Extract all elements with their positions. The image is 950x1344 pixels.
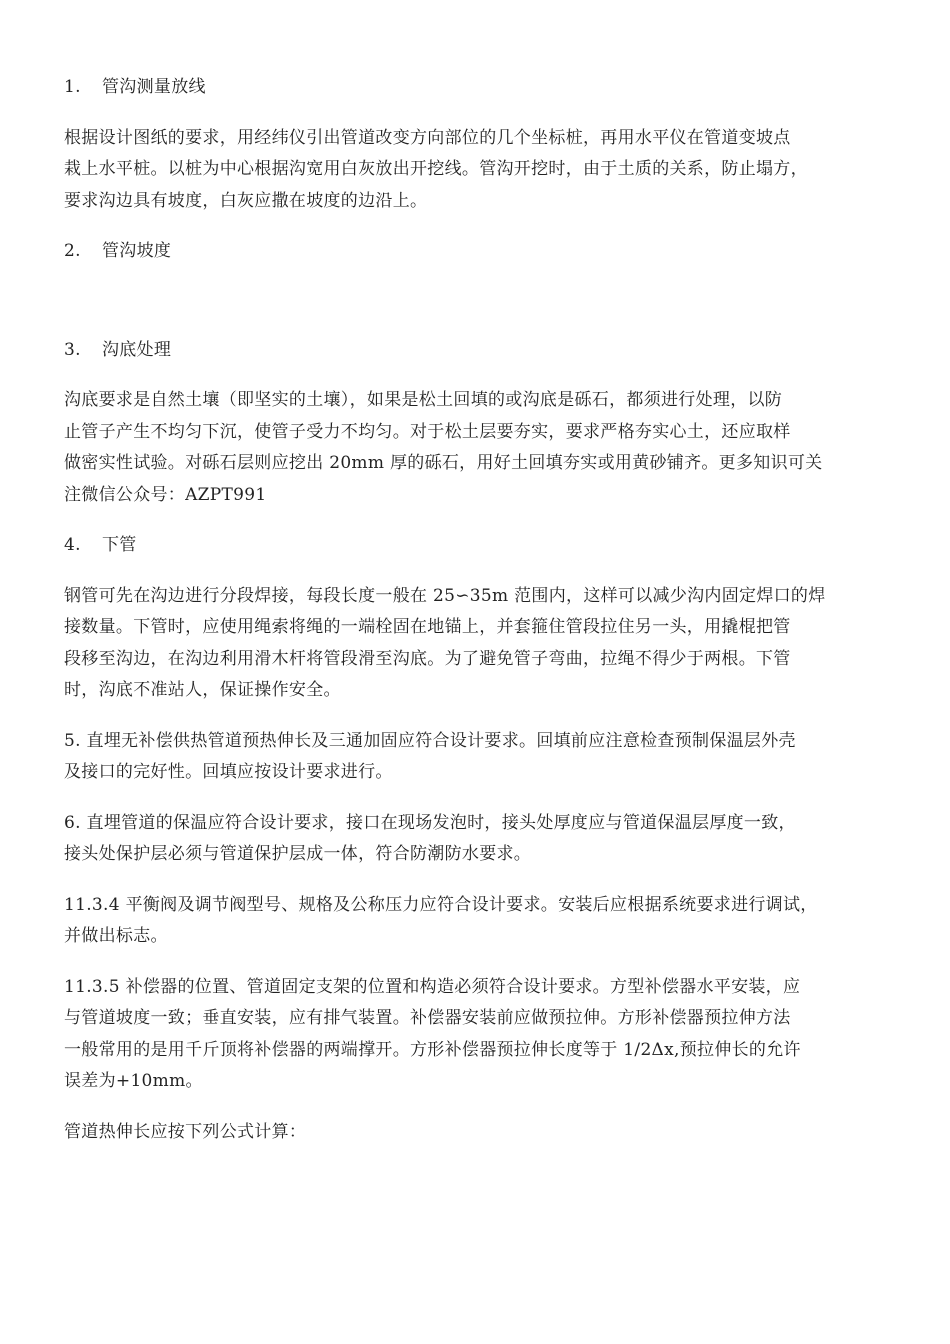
paragraph-line: 误差为+10mm。 [64,1071,203,1091]
heading-text: 沟底处理 [102,339,172,360]
paragraph-4 [64,581,894,707]
paragraph-formula-intro [64,1117,894,1149]
section-heading-3 [64,335,894,367]
heading-number: 3. [64,339,81,360]
paragraph-5 [64,726,894,789]
paragraph-line: 6. 直埋管道的保温应符合设计要求，接口在现场发泡时，接头处厚度应与管道保温层厚度一致， [64,812,796,833]
section-heading-4 [64,530,894,562]
section-heading-2 [64,236,894,268]
heading-number: 4. [64,535,81,555]
paragraph-line: 根据设计图纸的要求，用经纬仪引出管道改变方向部位的几个坐标桩，再用水平仪在管道变坡点 [64,127,791,148]
document-page [64,72,894,1167]
heading-number: 2. [64,241,81,261]
paragraph-line: 及接口的完好性。回填应按设计要求进行。 [64,762,393,782]
paragraph-line: 钢管可先在沟边进行分段焊接，每段长度一般在 25∽35m 范围内，这样可以减少沟内固定焊口的焊 [64,585,826,606]
paragraph-line: 管道热伸长应按下列公式计算： [64,1121,307,1142]
paragraph-line: 注微信公众号：AZPT991 [64,484,267,505]
heading-text: 管沟坡度 [102,241,172,261]
heading-number: 1. [64,77,81,97]
paragraph-line: 沟底要求是自然土壤（即坚实的土壤），如果是松土回填的或沟底是砾石，都须进行处理，以防 [64,390,783,410]
paragraph-line: 与管道坡度一致；垂直安装，应有排气装置。补偿器安装前应做预拉伸。方形补偿器预拉伸方法 [64,1008,791,1028]
paragraph-1 [64,123,894,218]
blank-space [64,287,894,335]
paragraph-line: 5. 直埋无补偿供热管道预热伸长及三通加固应符合设计要求。回填前应注意检查预制保温层外壳 [64,730,796,751]
paragraph-line: 接头处保护层必须与管道保护层成一体，符合防潮防水要求。 [64,844,532,864]
paragraph-line: 时，沟底不准站人，保证操作安全。 [64,680,341,700]
section-heading-1 [64,72,894,104]
paragraph-line: 栽上水平桩。以桩为中心根据沟宽用白灰放出开挖线。管沟开挖时，由于土质的关系，防止塌方， [64,159,808,179]
paragraph-3 [64,385,894,511]
heading-text: 管沟测量放线 [102,77,206,97]
paragraph-line: 止管子产生不均匀下沉，使管子受力不均匀。对于松土层要夯实，要求严格夯实心土，还应取样 [64,421,791,442]
paragraph-line: 接数量。下管时，应使用绳索将绳的一端栓固在地锚上，并套箍住管段拉住另一头，用撬棍把管 [64,617,791,637]
paragraph-line: 段移至沟边，在沟边利用滑木杆将管段滑至沟底。为了避免管子弯曲，拉绳不得少于两根。下管 [64,648,791,669]
paragraph-line: 一般常用的是用千斤顶将补偿器的两端撑开。方形补偿器预拉伸长度等于 1/2Δx,预拉伸长的允许 [64,1039,801,1060]
paragraph-line: 做密实性试验。对砾石层则应挖出 20mm 厚的砾石，用好土回填夯实或用黄砂铺齐。更多知识可关 [64,453,823,473]
paragraph-line: 11.3.4 平衡阀及调节阀型号、规格及公称压力应符合设计要求。安装后应根据系统要求进行调试， [64,894,818,915]
paragraph-6 [64,808,894,871]
paragraph-line: 要求沟边具有坡度，白灰应撒在坡度的边沿上。 [64,190,428,211]
paragraph-11-3-5 [64,972,894,1098]
heading-text: 下管 [102,535,137,555]
paragraph-11-3-4 [64,890,894,953]
paragraph-line: 并做出标志。 [64,926,168,946]
paragraph-line: 11.3.5 补偿器的位置、管道固定支架的位置和构造必须符合设计要求。方型补偿器水平安装，应 [64,976,801,997]
